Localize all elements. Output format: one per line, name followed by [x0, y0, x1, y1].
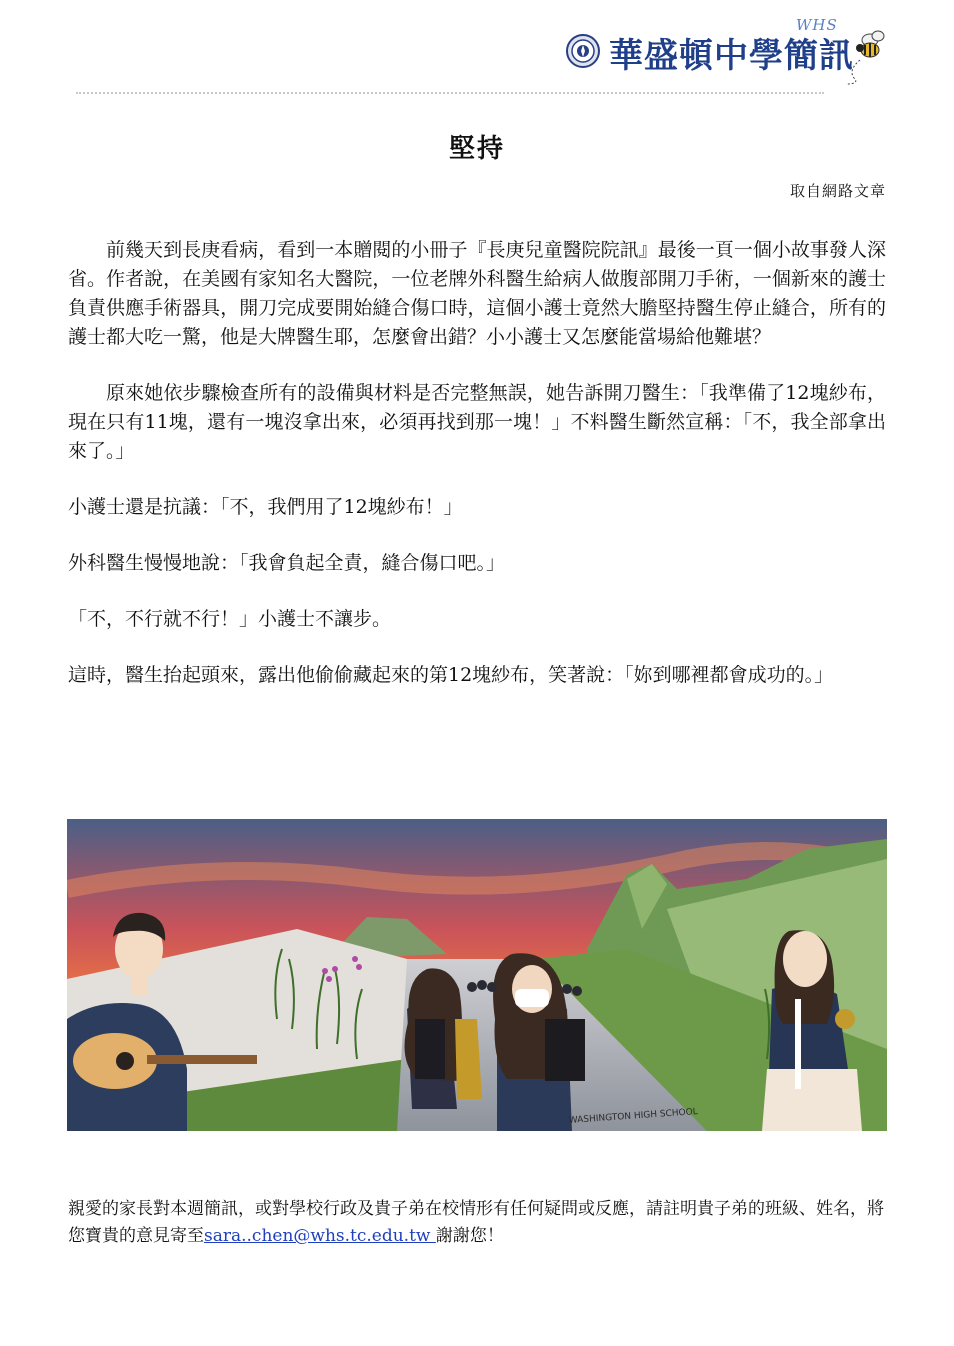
school-seal-icon: [566, 34, 600, 68]
article-title: 堅持: [448, 134, 505, 164]
footer-text: 親愛的家長對本週簡訊，或對學校行政及貴子弟在校情形有任何疑問或反應，請註明貴子弟的班級、姓名，將您寶貴的意見寄至: [68, 1199, 884, 1246]
illustration-signature: WASHINGTON HIGH SCHOOL: [568, 1107, 699, 1126]
bee-icon: [840, 24, 888, 86]
newsletter-logo-title: 華盛頓中學簡訊: [609, 36, 854, 76]
contact-email-link[interactable]: sara..chen@whs.tc.edu.tw: [204, 1226, 436, 1246]
newsletter-header: [0, 0, 954, 100]
article-paragraph: 前幾天到長庚看病，看到一本贈閱的小冊子『長庚兒童醫院院訊』最後一頁一個小故事發人深省。作者說，在美國有家知名大醫院，一位老牌外科醫生給病人做腹部開刀手術，一個新來的護士負責供應手術器具，開刀完成要開始縫合傷口時，這個小護士竟然大膽堅持醫生停止縫合，所有的護士都大吃一驚，他是大牌醫生耶，怎麼會出錯？小小護士又怎麼能當場給他難堪？: [68, 239, 886, 348]
article-source: 取自網路文章: [789, 182, 886, 200]
article-body: [68, 236, 886, 717]
article-paragraph: 小護士還是抗議：「不，我們用了12塊紗布！」: [68, 496, 463, 518]
header-divider: [76, 92, 824, 94]
article-paragraph: 外科醫生慢慢地說：「我會負起全責，縫合傷口吧。」: [68, 552, 506, 574]
illustration-drawing: [67, 819, 887, 1131]
footer-notice: [68, 1196, 886, 1250]
article-paragraph: 這時，醫生抬起頭來，露出他偷偷藏起來的第12塊紗布，笑著說：「妳到哪裡都會成功的。」: [68, 664, 834, 686]
whs-logo-text: WHS: [796, 16, 838, 34]
footer-thanks: 謝謝您！: [435, 1226, 504, 1246]
article-paragraph: 「不，不行就不行！」小護士不讓步。: [68, 608, 392, 630]
article-paragraph: 原來她依步驟檢查所有的設備與材料是否完整無誤，她告訴開刀醫生：「我準備了12塊紗布，現在只有11塊，還有一塊沒拿出來，必須再找到那一塊！」不料醫生斷然宣稱：「不，我全部拿出來了。」: [68, 382, 886, 462]
students-illustration: [67, 819, 887, 1131]
